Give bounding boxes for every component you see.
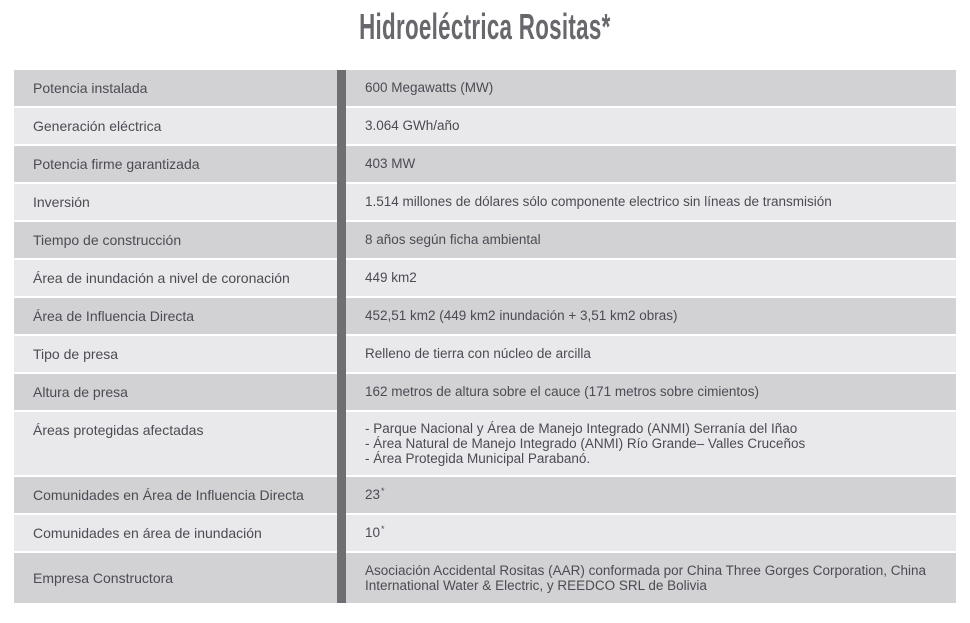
row-value-text: Relleno de tierra con núcleo de arcilla <box>365 346 591 361</box>
row-value <box>337 477 956 513</box>
table-row <box>14 336 956 372</box>
row-value <box>337 553 956 603</box>
row-label: Inversión <box>14 184 337 220</box>
table-row <box>14 146 956 182</box>
row-value <box>337 515 956 551</box>
row-value <box>337 184 956 220</box>
table-row <box>14 108 956 144</box>
row-value <box>337 70 956 106</box>
row-label: Tipo de presa <box>14 336 337 372</box>
table-row <box>14 374 956 410</box>
table-row <box>14 298 956 334</box>
table-row <box>14 70 956 106</box>
row-value <box>337 108 956 144</box>
value-line: - Parque Nacional y Área de Manejo Integrado (ANMI) Serranía del Iñao <box>365 421 798 436</box>
page-title-text: Hidroeléctrica Rositas* <box>359 6 611 47</box>
row-value-text: 23* <box>365 485 385 502</box>
row-value-text: 600 Megawatts (MW) <box>365 80 494 95</box>
row-value <box>337 222 956 258</box>
row-label: Generación eléctrica <box>14 108 337 144</box>
row-label: Potencia firme garantizada <box>14 146 337 182</box>
row-value-text: 403 MW <box>365 156 416 171</box>
row-label: Empresa Constructora <box>14 553 337 603</box>
row-value-text: 449 km2 <box>365 270 417 285</box>
row-value <box>337 374 956 410</box>
row-label: Área de inundación a nivel de coronación <box>14 260 337 296</box>
row-label: Comunidades en área de inundación <box>14 515 337 551</box>
info-table <box>14 70 956 603</box>
row-label: Área de Influencia Directa <box>14 298 337 334</box>
row-label: Comunidades en Área de Influencia Directa <box>14 477 337 513</box>
row-value-text: 10* <box>365 523 385 540</box>
value-line: - Área Natural de Manejo Integrado (ANMI) Río Grande– Valles Cruceños <box>365 436 806 451</box>
row-value <box>337 336 956 372</box>
table-row <box>14 184 956 220</box>
value-superscript: * <box>381 485 385 496</box>
row-label: Potencia instalada <box>14 70 337 106</box>
row-value <box>337 412 956 475</box>
table-row <box>14 515 956 551</box>
row-label: Tiempo de construcción <box>14 222 337 258</box>
row-value-text: 3.064 GWh/año <box>365 118 460 133</box>
column-divider <box>337 70 346 603</box>
row-label: Altura de presa <box>14 374 337 410</box>
table-row <box>14 553 956 603</box>
page <box>0 6 970 623</box>
row-value-text: 8 años según ficha ambiental <box>365 232 541 247</box>
row-value-text: Asociación Accidental Rositas (AAR) conformada por China Three Gorges Corporation, China International Water & Electric, y REEDCO SRL de Bolivia <box>365 563 927 593</box>
table-row <box>14 222 956 258</box>
table-row <box>14 260 956 296</box>
row-value <box>337 260 956 296</box>
row-value <box>337 298 956 334</box>
row-value-text: 162 metros de altura sobre el cauce (171 metros sobre cimientos) <box>365 384 759 399</box>
table-row <box>14 412 956 475</box>
row-value-text: 452,51 km2 (449 km2 inundación + 3,51 km2 obras) <box>365 308 678 323</box>
value-line: - Área Protegida Municipal Parabanó. <box>365 451 591 466</box>
row-value <box>337 146 956 182</box>
table-row <box>14 477 956 513</box>
row-value-text: 1.514 millones de dólares sólo componente electrico sin líneas de transmisión <box>365 194 832 209</box>
row-label: Áreas protegidas afectadas <box>14 412 337 475</box>
page-title <box>0 6 970 52</box>
value-superscript: * <box>381 523 385 534</box>
